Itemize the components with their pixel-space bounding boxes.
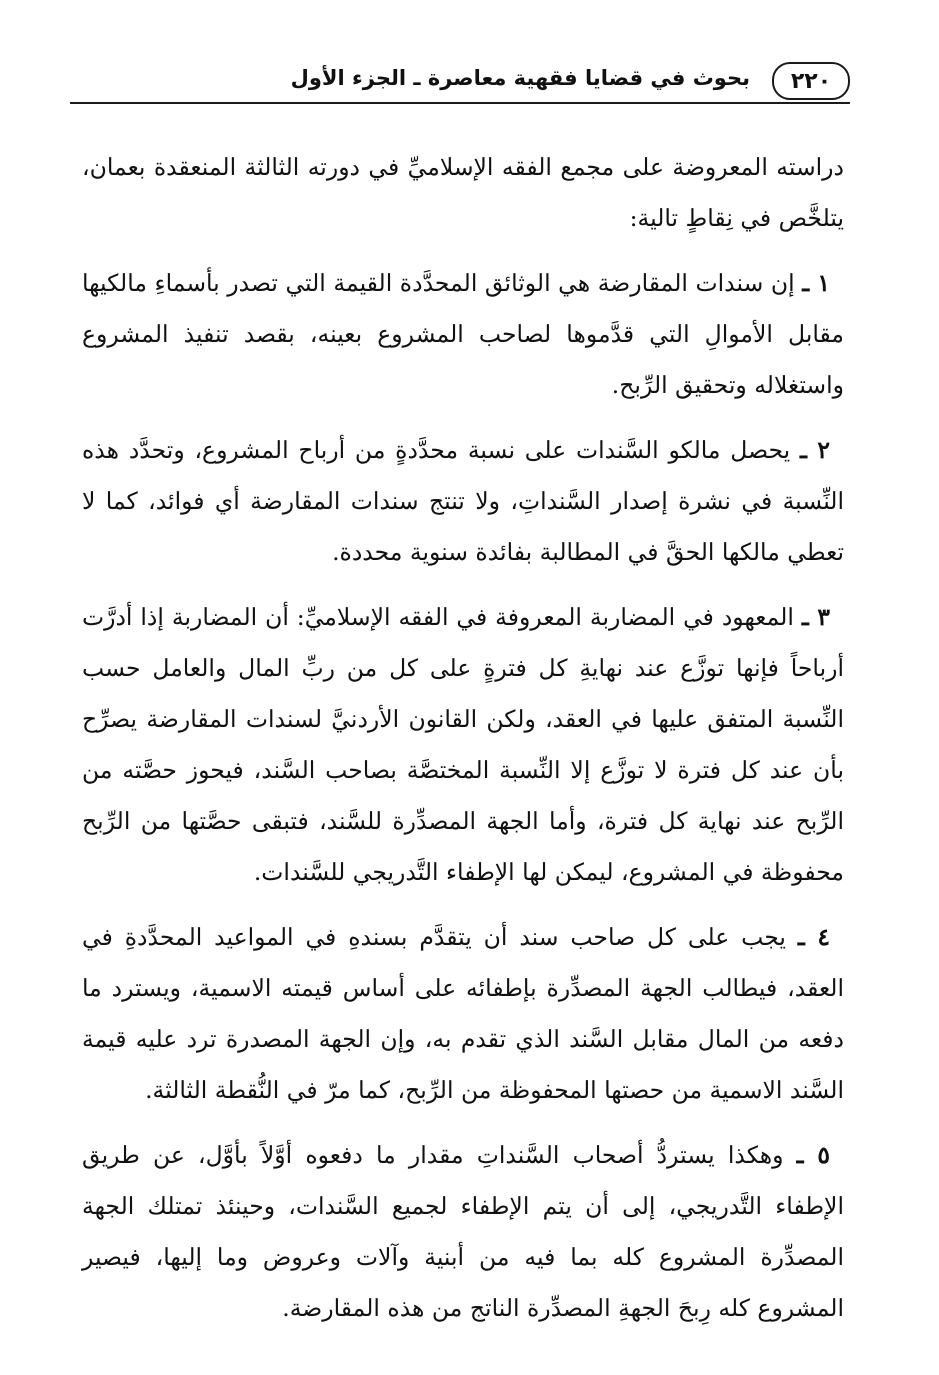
list-item: [82, 592, 844, 898]
list-item: [82, 912, 844, 1116]
intro-paragraph: دراسته المعروضة على مجمع الفقه الإسلاميِّ في دورته الثالثة المنعقدة بعمان، يتلخَّص في نِقاطٍ تالية:: [82, 153, 844, 232]
list-item: [82, 258, 844, 411]
running-title: بحوث في قضايا فقهية معاصرة ـ الجزء الأول: [290, 66, 750, 90]
page-number-text: ٢٢٠: [790, 68, 832, 94]
running-header: [70, 60, 850, 104]
item-text: وهكذا يستردُّ أصحاب السَّنداتِ مقدار ما دفعوه أوَّلاً بأوَّل، عن طريق الإطفاء التَّدريجي، إلى أن يتم الإطفاء لجميع السَّندات، وحينئذ تمتلك الجهة المصدِّرة المشروع كله بما فيه من أبنية وآلات وعروض وما إليها، فيصير المشروع كله رِبحَ الجهةِ المصدِّرة الناتج من هذه المقارضة.: [82, 1141, 844, 1322]
item-text: إن سندات المقارضة هي الوثائق المحدَّدة القيمة التي تصدر بأسماءِ مالكيها مقابل الأموالِ التي قدَّموها لصاحب المشروع بعينه، بقصد تنفيذ المشروع واستغلاله وتحقيق الرِّبح.: [82, 269, 844, 399]
item-number: ٢ ـ: [799, 436, 830, 464]
list-item: [82, 425, 844, 578]
page-number: [772, 62, 850, 100]
item-text: يحصل مالكو السَّندات على نسبة محدَّدةٍ من أرباح المشروع، وتحدَّد هذه النِّسبة في نشرة إصدار السَّنداتِ، ولا تنتج سندات المقارضة أي فوائد، كما لا تعطي مالكها الحقَّ في المطالبة بفائدة سنوية محددة.: [82, 436, 844, 566]
item-text: المعهود في المضاربة المعروفة في الفقه الإسلاميِّ: أن المضاربة إذا أدرَّت أرباحاً فإنها توزَّع عند نهايةِ كل فترةٍ على كل من ربِّ المال والعامل حسب النِّسبة المتفق عليها في العقد، ولكن القانون الأردنيَّ لسندات المقارضة يصرِّح بأن عند كل فترة لا توزَّع إلا النِّسبة المختصَّة بصاحب السَّند، فيحوز حصَّته من الرِّبح عند نهاية كل فترة، وأما الجهة المصدِّرة للسَّند، فتبقى حصَّتها من الرِّبح محفوظة في المشروع، ليمكن لها الإطفاء التَّدريجي للسَّندات.: [82, 603, 844, 886]
body-text: [82, 142, 844, 1348]
item-number: ٥ ـ: [796, 1141, 830, 1169]
item-number: ٣ ـ: [801, 603, 830, 631]
list-item: [82, 1130, 844, 1334]
header-divider: [70, 102, 850, 104]
item-text: يجب على كل صاحب سند أن يتقدَّم بسندهِ في المواعيد المحدَّدةِ في العقد، فيطالب الجهة المصدِّرة بإطفائه على أساس قيمته الاسمية، ويسترد ما دفعه من المال مقابل السَّند الذي تقدم به، وإن الجهة المصدرة ترد عليه قيمة السَّند الاسمية من حصتها المحفوظة من الرِّبح، كما مرّ في النُّقطة الثالثة.: [82, 923, 844, 1104]
item-number: ٤ ـ: [797, 923, 830, 951]
item-number: ١ ـ: [802, 269, 830, 297]
